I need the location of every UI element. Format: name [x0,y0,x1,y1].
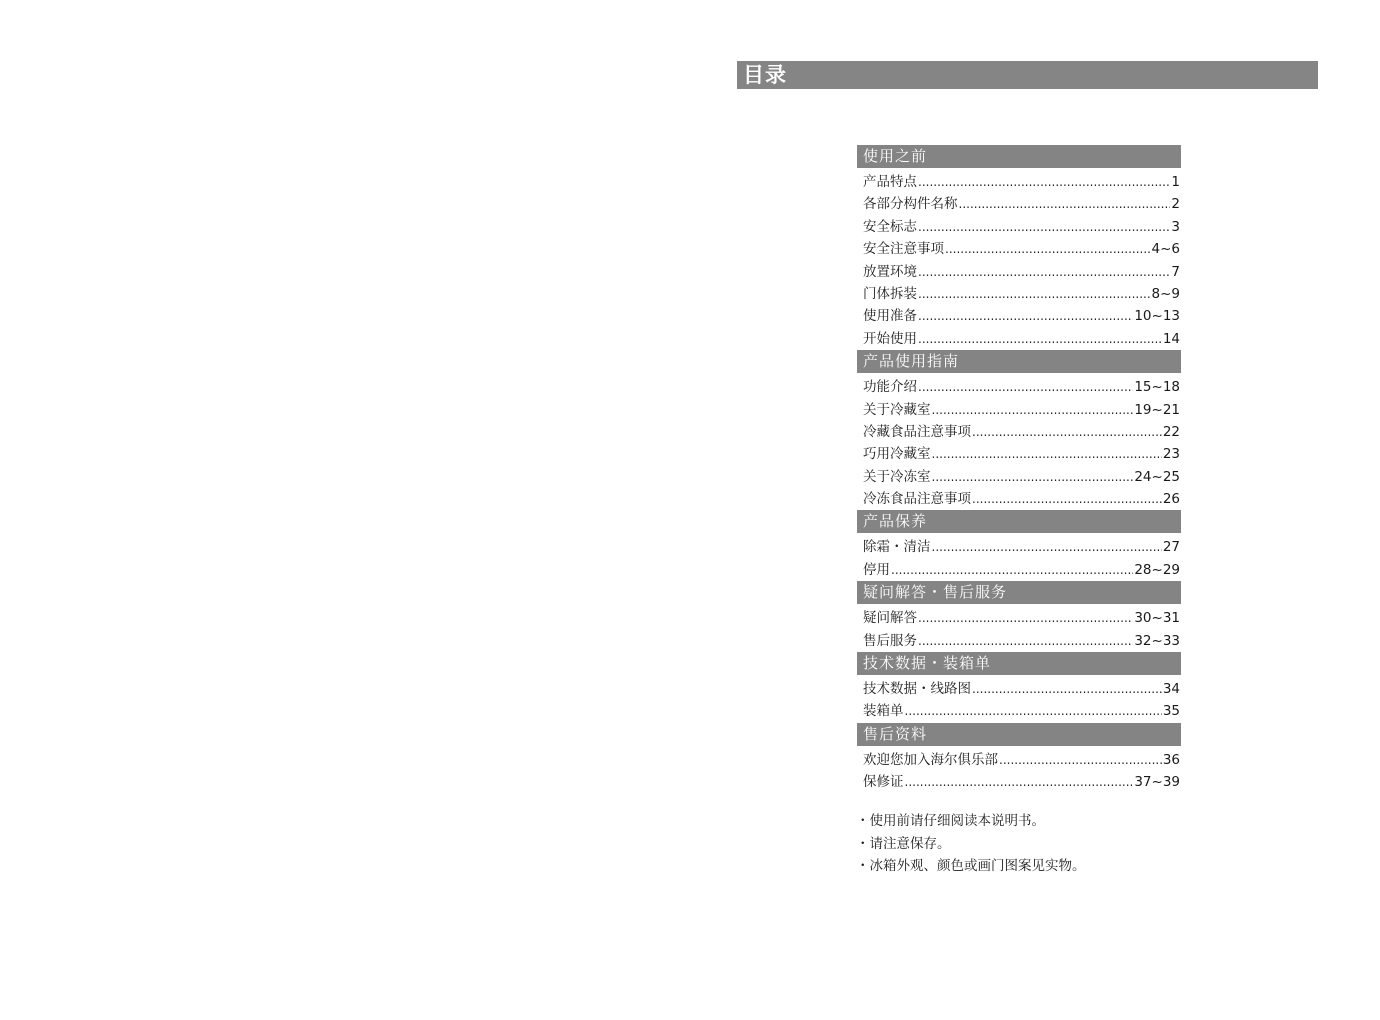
entry-page: 26 [1162,491,1180,508]
toc-entry[interactable] [857,488,1181,510]
leader-dots [918,305,1133,327]
section-heading: 产品保养 [857,510,1181,533]
leader-dots [918,630,1133,652]
toc-entry[interactable] [857,171,1181,193]
entry-label: 安全标志 [863,218,917,235]
leader-dots [932,399,1134,421]
section-before-use [857,145,1181,350]
entry-page: 1 [1171,174,1180,190]
entry-label: 疑问解答 [863,610,917,627]
note-item: ・使用前请仔细阅读本说明书。 [856,813,1045,829]
title-bar [737,61,1318,89]
note-item: ・冰箱外观、颜色或画门图案见实物。 [856,858,1086,874]
leader-dots [918,607,1133,629]
page-title: 目录 [743,63,787,87]
entry-label: 功能介绍 [863,379,917,396]
entry-page: 4~6 [1151,241,1180,258]
entry-page: 32~33 [1134,632,1180,649]
leader-dots [918,328,1162,350]
toc-entry[interactable] [857,678,1181,700]
entry-page: 15~18 [1134,379,1180,396]
leader-dots [972,488,1162,510]
notes [856,810,1086,878]
toc-entry[interactable] [857,376,1181,398]
toc-entry[interactable] [857,559,1181,581]
entry-page: 24~25 [1134,468,1180,485]
toc-entry[interactable] [857,466,1181,488]
section-product-guide [857,350,1181,510]
entry-page: 7 [1171,263,1180,280]
entry-label: 开始使用 [863,330,917,347]
entry-label: 各部分构件名称 [863,196,958,213]
leader-dots [918,261,1170,283]
entry-label: 冷藏食品注意事项 [863,423,971,440]
leader-dots [959,193,1171,215]
entry-label: 欢迎您加入海尔俱乐部 [863,751,998,768]
section-faq-service [857,581,1181,652]
toc-entry[interactable] [857,283,1181,305]
entry-label: 技术数据・线路图 [863,681,971,698]
toc-entry[interactable] [857,536,1181,558]
toc-entry[interactable] [857,193,1181,215]
entry-label: 产品特点 [863,174,917,190]
entry-label: 门体拆装 [863,285,917,302]
section-tech-data [857,652,1181,723]
entry-page: 14 [1162,330,1180,347]
entry-label: 售后服务 [863,632,917,649]
entry-page: 36 [1162,751,1180,768]
entry-label: 保修证 [863,774,904,791]
leader-dots [945,238,1151,260]
entry-page: 30~31 [1134,610,1180,627]
entry-label: 放置环境 [863,263,917,280]
section-maintenance [857,510,1181,581]
toc-entry[interactable] [857,443,1181,465]
section-heading: 使用之前 [857,145,1181,168]
toc-entry[interactable] [857,238,1181,260]
toc-entry[interactable] [857,749,1181,771]
leader-dots [932,443,1162,465]
leader-dots [932,536,1162,558]
toc-entry[interactable] [857,261,1181,283]
toc-entry[interactable] [857,399,1181,421]
leader-dots [905,700,1162,722]
entry-page: 27 [1162,539,1180,556]
leader-dots [999,749,1162,771]
entry-label: 除霜・清洁 [863,539,931,556]
leader-dots [918,216,1170,238]
toc-entry[interactable] [857,771,1181,793]
entry-label: 冷冻食品注意事项 [863,491,971,508]
toc-entry[interactable] [857,421,1181,443]
entry-page: 37~39 [1134,774,1180,791]
section-heading: 技术数据・装箱单 [857,652,1181,675]
section-after-sales [857,723,1181,794]
entry-label: 巧用冷藏室 [863,446,931,463]
leader-dots [905,771,1134,793]
entry-page: 19~21 [1134,401,1180,418]
section-heading: 售后资料 [857,723,1181,746]
toc-entry[interactable] [857,216,1181,238]
leader-dots [918,283,1151,305]
entry-label: 装箱单 [863,703,904,720]
note-item: ・请注意保存。 [856,835,951,852]
leader-dots [972,678,1162,700]
leader-dots [918,376,1133,398]
toc-entry[interactable] [857,328,1181,350]
entry-page: 35 [1162,703,1180,720]
entry-page: 28~29 [1134,561,1180,578]
entry-page: 23 [1162,446,1180,463]
entry-label: 使用准备 [863,308,917,325]
entry-page: 22 [1162,423,1180,440]
entry-page: 3 [1171,218,1180,235]
entry-page: 2 [1171,196,1180,213]
entry-page: 10~13 [1134,308,1180,325]
leader-dots [891,559,1133,581]
leader-dots [972,421,1162,443]
toc-entry[interactable] [857,700,1181,722]
leader-dots [918,171,1170,193]
table-of-contents [857,145,1181,794]
leader-dots [932,466,1134,488]
toc-entry[interactable] [857,305,1181,327]
toc-entry[interactable] [857,607,1181,629]
entry-page: 34 [1162,681,1180,698]
toc-entry[interactable] [857,630,1181,652]
section-heading: 产品使用指南 [857,350,1181,373]
entry-page: 8~9 [1151,285,1180,302]
entry-label: 关于冷藏室 [863,401,931,418]
entry-label: 关于冷冻室 [863,468,931,485]
section-heading: 疑问解答・售后服务 [857,581,1181,604]
entry-label: 停用 [863,561,890,578]
entry-label: 安全注意事项 [863,241,944,258]
